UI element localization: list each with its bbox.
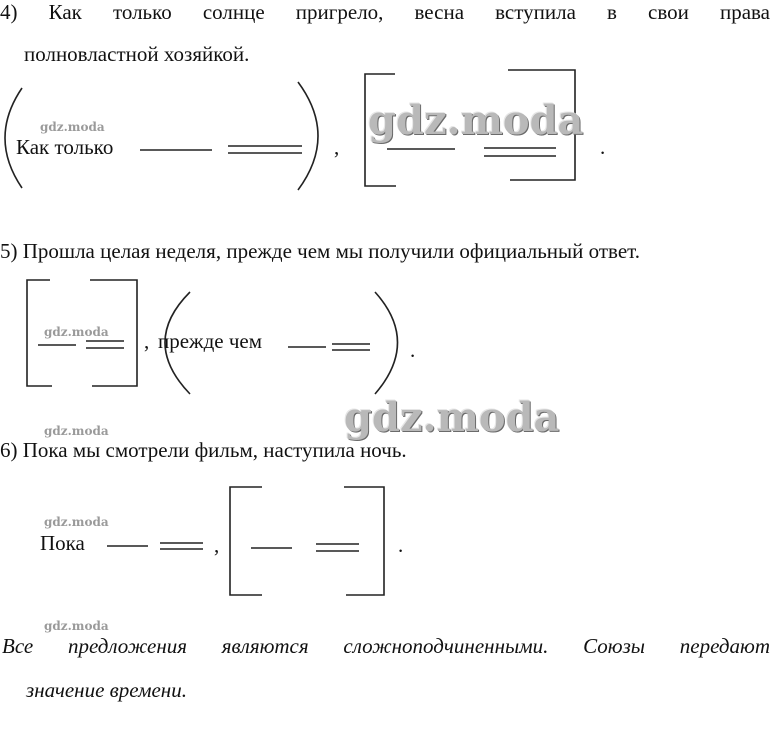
item4-sentence-line2: полновластной хозяйкой.	[24, 42, 250, 66]
watermark-small: gdz.moda	[44, 325, 109, 339]
item4-schema-comma: ,	[334, 135, 340, 159]
watermark-small: gdz.moda	[40, 120, 105, 134]
item6-schema-period: .	[398, 533, 404, 557]
item4-sentence-line1: 4) Как только солнце пригрело, весна вступила в свои права	[0, 0, 770, 24]
item5-close-paren	[375, 292, 398, 394]
item5-schema-comma: ,	[144, 329, 150, 353]
item4-schema-conjunction: Как только	[16, 135, 114, 159]
item4-close-paren	[298, 82, 318, 190]
watermark-big: gdz.moda	[344, 394, 560, 441]
item5-schema-period: .	[410, 338, 416, 362]
item6-schema-comma: ,	[214, 533, 220, 557]
watermark-small: gdz.moda	[44, 515, 109, 529]
item6-close-bracket	[344, 487, 384, 595]
watermark-big: gdz.moda	[368, 97, 584, 144]
conclusion-line2: значение времени.	[26, 678, 187, 702]
watermark-small: gdz.moda	[44, 619, 109, 633]
conclusion-line1: Все предложения являются сложноподчиненными. Союзы передают	[2, 634, 770, 658]
item5-sentence-line1: 5) Прошла целая неделя, прежде чем мы получили официальный ответ.	[0, 239, 641, 263]
item4-schema-period: .	[600, 135, 606, 159]
watermark-small: gdz.moda	[44, 424, 109, 438]
item6-open-bracket	[230, 487, 262, 595]
item6-schema-conjunction: Пока	[40, 531, 85, 555]
item6-sentence-line1: 6) Пока мы смотрели фильм, наступила ночь.	[0, 438, 407, 462]
item5-schema-conjunction: прежде чем	[158, 329, 262, 353]
